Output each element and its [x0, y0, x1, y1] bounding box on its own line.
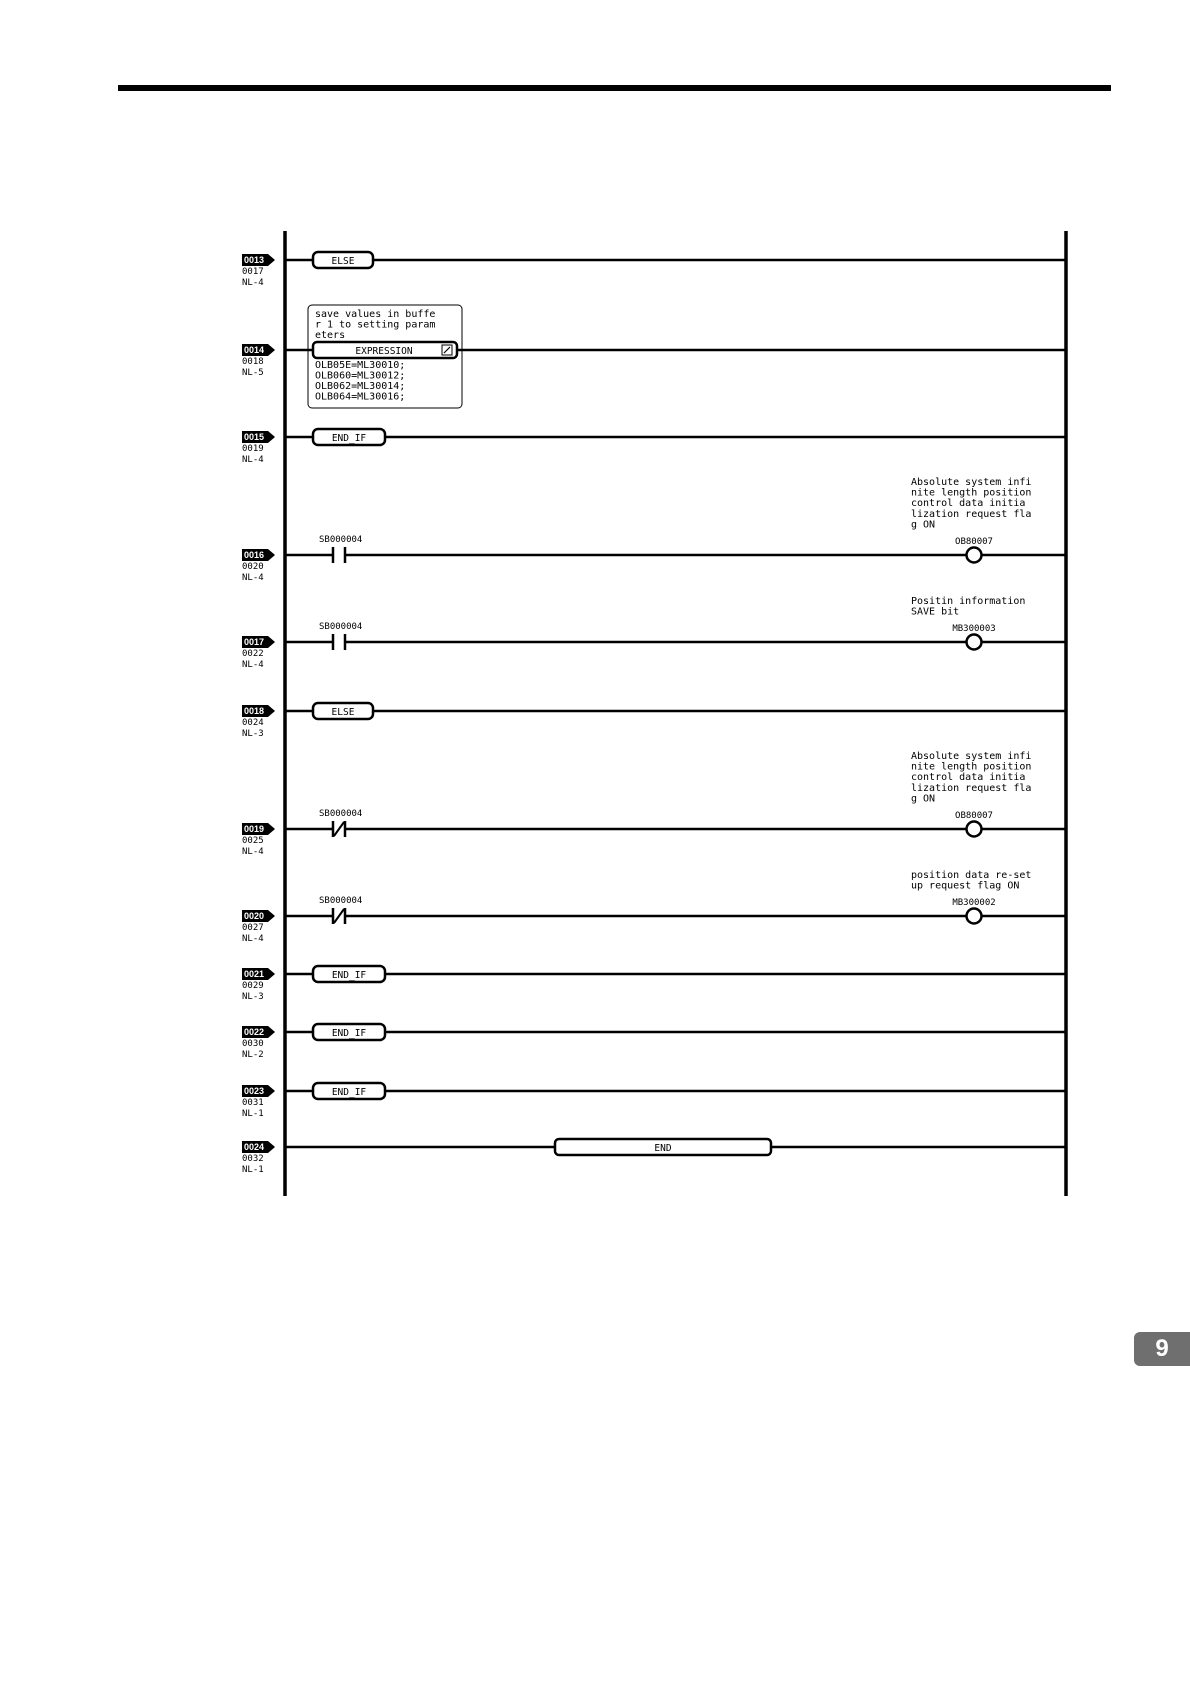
chapter-tab: 9 [1134, 1332, 1190, 1366]
nest-level: NL-4 [242, 847, 264, 857]
expression-code-line: OLB062=ML30014; [315, 381, 406, 392]
nest-level: NL-4 [242, 573, 264, 583]
nest-level: NL-1 [242, 1109, 264, 1119]
nest-level: NL-1 [242, 1165, 264, 1175]
expression-comment: r 1 to setting param [315, 319, 436, 331]
expression-comment: eters [315, 330, 346, 341]
ladder-row [242, 703, 1066, 739]
nest-level: NL-4 [242, 455, 264, 465]
instruction-label: ELSE [331, 707, 355, 718]
contact-nc-slash [334, 822, 344, 836]
ladder-row [242, 870, 1066, 944]
coil-comment: control data initia [911, 498, 1026, 510]
output-coil [967, 822, 982, 837]
expression-label: EXPRESSION [355, 346, 413, 357]
nest-level: NL-4 [242, 660, 264, 670]
line-number: 0024 [242, 718, 264, 728]
end-label: END [654, 1143, 672, 1154]
line-number: 0031 [242, 1098, 264, 1108]
coil-address: OB80007 [955, 811, 993, 821]
coil-address: OB80007 [955, 537, 993, 547]
step-number: 0015 [244, 432, 265, 442]
ladder-row [242, 1139, 1066, 1175]
step-number: 0018 [244, 706, 265, 716]
output-coil [967, 548, 982, 563]
instruction-label: END_IF [331, 1028, 367, 1039]
ladder-row [242, 966, 1066, 1002]
nest-level: NL-4 [242, 278, 264, 288]
step-number: 0021 [244, 969, 265, 979]
contact-nc-slash [334, 909, 344, 923]
line-number: 0020 [242, 562, 264, 572]
ladder-row [242, 252, 1066, 288]
step-number: 0016 [244, 550, 265, 560]
coil-comment: g ON [911, 793, 936, 805]
coil-comment: Absolute system infi [911, 477, 1032, 488]
contact-address: SB000004 [319, 896, 363, 906]
step-number: 0019 [244, 824, 265, 834]
line-number: 0019 [242, 444, 264, 454]
coil-address: MB300003 [952, 624, 996, 634]
coil-comment: lization request fla [911, 508, 1032, 520]
line-number: 0029 [242, 981, 264, 991]
step-number: 0022 [244, 1027, 265, 1037]
nest-level: NL-3 [242, 729, 264, 739]
coil-address: MB300002 [952, 898, 996, 908]
output-coil [967, 909, 982, 924]
line-number: 0030 [242, 1039, 264, 1049]
coil-comment: Positin information [911, 595, 1026, 607]
line-number: 0018 [242, 357, 264, 367]
expression-comment: save values in buffe [315, 309, 436, 320]
contact-address: SB000004 [319, 622, 363, 632]
coil-comment: SAVE bit [911, 606, 960, 618]
coil-comment: nite length position [911, 487, 1032, 499]
expression-code-line: OLB064=ML30016; [315, 391, 406, 403]
instruction-label: ELSE [331, 256, 355, 267]
step-number: 0014 [244, 345, 265, 355]
coil-comment: up request flag ON [911, 880, 1020, 892]
ladder-row [242, 751, 1066, 857]
instruction-label: END_IF [331, 433, 367, 444]
contact-address: SB000004 [319, 535, 363, 545]
expression-code-line: OLB060=ML30012; [315, 370, 406, 382]
nest-level: NL-4 [242, 934, 264, 944]
contact-address: SB000004 [319, 809, 363, 819]
ladder-row [242, 596, 1066, 670]
instruction-label: END_IF [331, 970, 367, 981]
ladder-row [242, 1024, 1066, 1060]
line-number: 0017 [242, 267, 264, 277]
instruction-label: END_IF [331, 1087, 367, 1098]
step-number: 0024 [244, 1142, 265, 1152]
coil-comment: control data initia [911, 772, 1026, 784]
line-number: 0032 [242, 1154, 264, 1164]
line-number: 0025 [242, 836, 264, 846]
coil-comment: g ON [911, 519, 936, 531]
coil-comment: position data re-set [911, 869, 1032, 881]
nest-level: NL-2 [242, 1050, 264, 1060]
ladder-row [242, 429, 1066, 465]
expression-code-line: OLB05E=ML30010; [315, 360, 406, 371]
step-number: 0023 [244, 1086, 265, 1096]
ladder-row [242, 1083, 1066, 1119]
output-coil [967, 635, 982, 650]
line-number: 0022 [242, 649, 264, 659]
step-number: 0020 [244, 911, 265, 921]
coil-comment: nite length position [911, 761, 1032, 773]
ladder-row [242, 477, 1066, 583]
nest-level: NL-3 [242, 992, 264, 1002]
coil-comment: lization request fla [911, 782, 1032, 794]
step-number: 0017 [244, 637, 265, 647]
ladder-row [242, 305, 1066, 408]
nest-level: NL-5 [242, 368, 264, 378]
step-number: 0013 [244, 255, 265, 265]
coil-comment: Absolute system infi [911, 751, 1032, 762]
line-number: 0027 [242, 923, 264, 933]
